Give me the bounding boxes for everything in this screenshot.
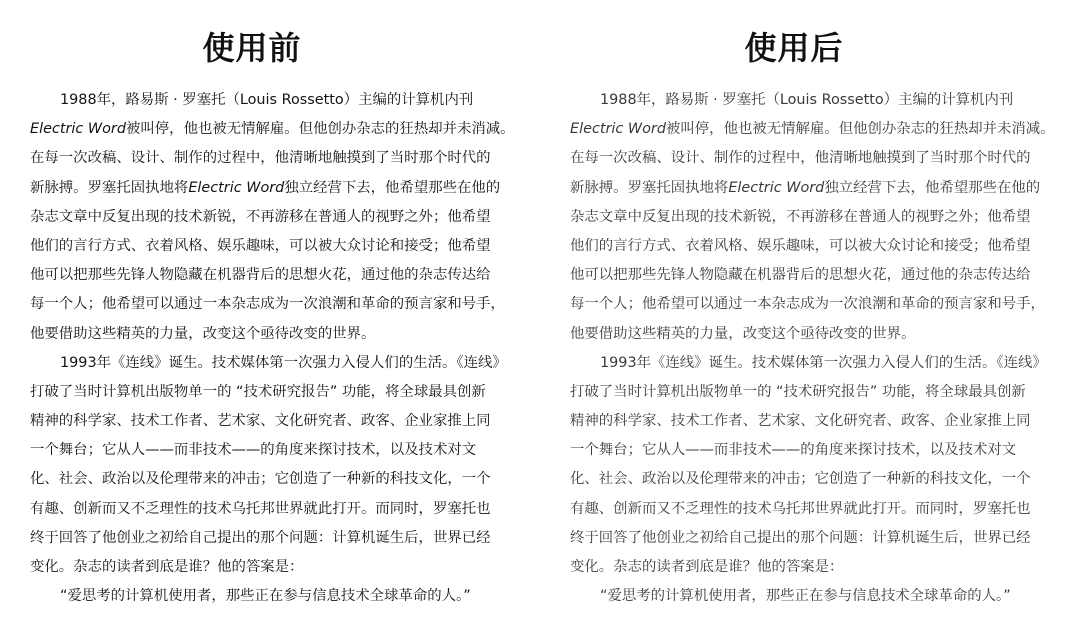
text-line: 杂志文章中反复出现的技术新锐，不再游移在普通人的视野之外；他希望 <box>570 208 1031 225</box>
text-line: 1993年《连线》诞生。技术媒体第一次强力入侵人们的生活。《连线》 <box>600 354 1047 371</box>
panel-after <box>570 0 1062 637</box>
text-line: 1993年《连线》诞生。技术媒体第一次强力入侵人们的生活。《连线》 <box>60 354 507 371</box>
text-line: 在每一次改稿、设计、制作的过程中，他清晰地触摸到了当时那个时代的 <box>570 150 1031 167</box>
text-line: 杂志文章中反复出现的技术新锐，不再游移在普通人的视野之外；他希望 <box>30 208 491 225</box>
text-line: 打破了当时计算机出版物单一的 “技术研究报告” 功能，将全球最具创新 <box>30 383 486 400</box>
panel-before <box>30 0 522 637</box>
text-line: 1988年，路易斯 · 罗塞托（Louis Rossetto）主编的计算机内刊 <box>600 92 1014 108</box>
text-line: 变化。杂志的读者到底是谁？他的答案是： <box>30 559 304 575</box>
text-line: 他可以把那些先锋人物隐藏在机器背后的思想火花，通过他的杂志传达给 <box>30 267 491 284</box>
text-line: 精神的科学家、技术工作者、艺术家、文化研究者、政客、企业家推上同 <box>30 413 491 430</box>
italic-title: Electric Word <box>728 179 825 196</box>
text-line: 有趣、创新而又不乏理性的技术乌托邦世界就此打开。而同时，罗塞托也 <box>570 500 1031 517</box>
text-line: 在每一次改稿、设计、制作的过程中，他清晰地触摸到了当时那个时代的 <box>30 150 491 167</box>
italic-title: Electric Word <box>30 121 126 138</box>
text-line: 有趣、创新而又不乏理性的技术乌托邦世界就此打开。而同时，罗塞托也 <box>30 500 491 517</box>
text-line: 打破了当时计算机出版物单一的 “技术研究报告” 功能，将全球最具创新 <box>570 383 1026 400</box>
italic-title: Electric Word <box>570 121 666 138</box>
text-line: 他要借助这些精英的力量，改变这个亟待改变的世界。 <box>570 325 916 342</box>
text-line: 每一个人；他希望可以通过一本杂志成为一次浪潮和革命的预言家和号手， <box>30 296 505 313</box>
text-line: Electric Word被叫停，他也被无情解雇。但他创办杂志的狂热却并未消减。 <box>30 121 515 138</box>
text-line: 一个舞台；它从人——而非技术——的角度来探讨技术，以及技术对文 <box>30 442 477 459</box>
text-line: 他可以把那些先锋人物隐藏在机器背后的思想火花，通过他的杂志传达给 <box>570 267 1031 284</box>
italic-title: Electric Word <box>188 179 285 196</box>
text-line: 化、社会、政治以及伦理带来的冲击；它创造了一种新的科技文化，一个 <box>570 471 1031 488</box>
text-line: 他要借助这些精英的力量，改变这个亟待改变的世界。 <box>30 325 376 342</box>
text-line: 终于回答了他创业之初给自己提出的那个问题：计算机诞生后，世界已经 <box>30 529 491 546</box>
text-line: Electric Word被叫停，他也被无情解雇。但他创办杂志的狂热却并未消减。 <box>570 121 1055 138</box>
panel-title-before: 使用前 <box>202 29 302 67</box>
text-line: 变化。杂志的读者到底是谁？他的答案是： <box>570 559 844 575</box>
text-line: 新脉搏。罗塞托固执地将Electric Word独立经营下去，他希望那些在他的 <box>30 179 501 196</box>
panel-title-after: 使用后 <box>744 29 844 67</box>
text-line: 化、社会、政治以及伦理带来的冲击；它创造了一种新的科技文化，一个 <box>30 471 491 488</box>
article-text-after <box>570 86 1062 611</box>
text-line: 他们的言行方式、衣着风格、娱乐趣味，可以被大众讨论和接受；他希望 <box>570 237 1031 254</box>
text-line: 精神的科学家、技术工作者、艺术家、文化研究者、政客、企业家推上同 <box>570 413 1031 430</box>
text-line: 每一个人；他希望可以通过一本杂志成为一次浪潮和革命的预言家和号手， <box>570 296 1045 313</box>
article-text-before <box>30 86 522 611</box>
text-line: 终于回答了他创业之初给自己提出的那个问题：计算机诞生后，世界已经 <box>570 529 1031 546</box>
text-line: 1988年，路易斯 · 罗塞托（Louis Rossetto）主编的计算机内刊 <box>60 92 474 108</box>
text-line: 一个舞台；它从人——而非技术——的角度来探讨技术，以及技术对文 <box>570 442 1017 459</box>
quote-line: “爱思考的计算机使用者，那些正在参与信息技术全球革命的人。” <box>600 588 1011 605</box>
text-line: 他们的言行方式、衣着风格、娱乐趣味，可以被大众讨论和接受；他希望 <box>30 237 491 254</box>
text-line: 新脉搏。罗塞托固执地将Electric Word独立经营下去，他希望那些在他的 <box>570 179 1041 196</box>
quote-line: “爱思考的计算机使用者，那些正在参与信息技术全球革命的人。” <box>60 588 471 605</box>
